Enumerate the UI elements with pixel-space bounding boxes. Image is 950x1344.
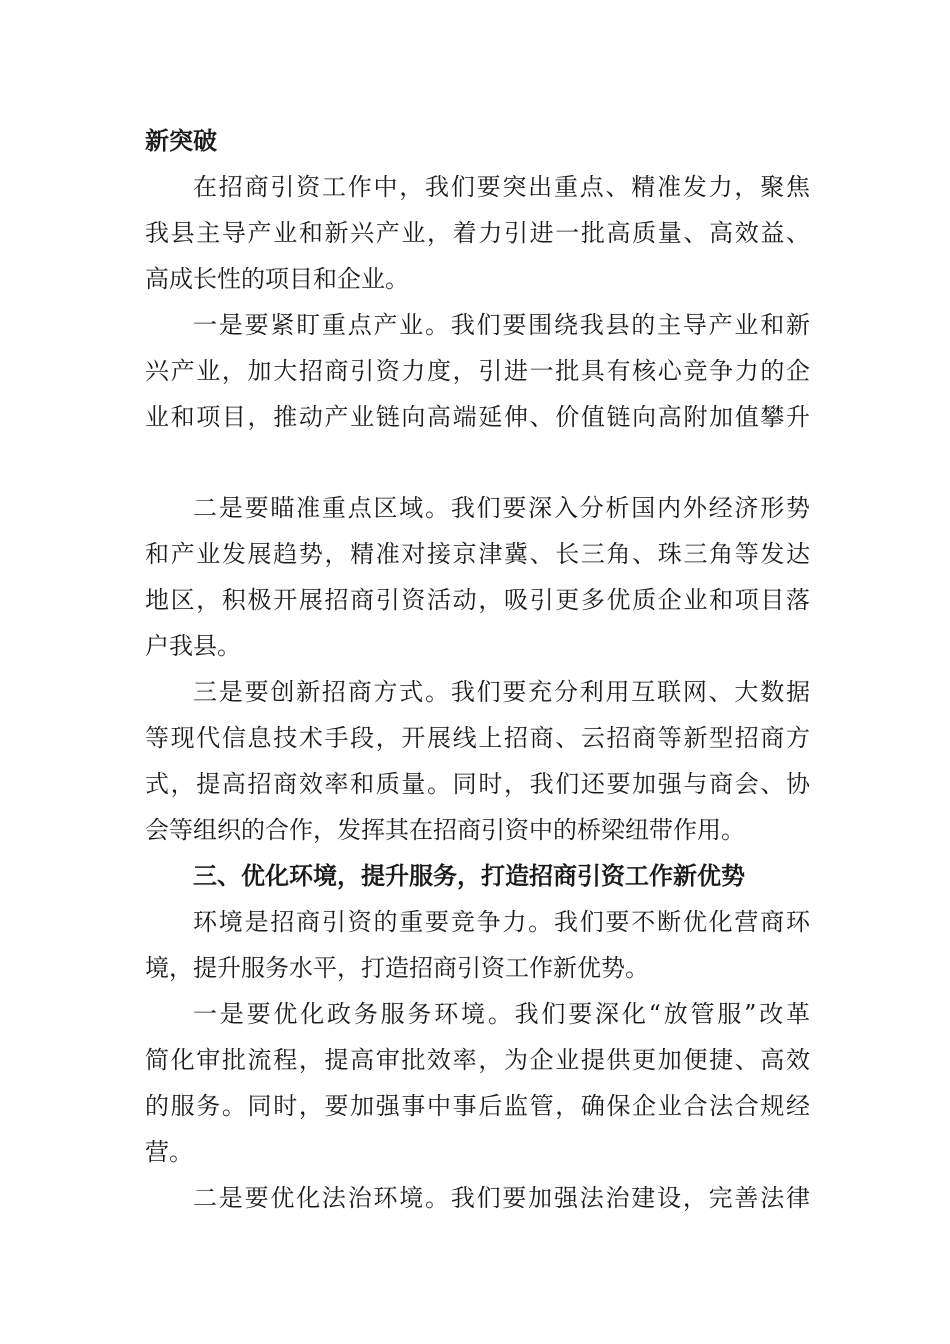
- paragraph-line: 境，提升服务水平，打造招商引资工作新优势。: [145, 954, 649, 982]
- paragraph-line: 三是要创新招商方式。我们要充分利用互联网、大数据: [193, 678, 810, 706]
- paragraph-line: 环境是招商引资的重要竞争力。我们要不断优化营商环: [193, 908, 810, 936]
- paragraph-line: 我县主导产业和新兴产业，着力引进一批高质量、高效益、: [145, 219, 810, 247]
- paragraph-line: 简化审批流程，提高审批效率，为企业提供更加便捷、高效: [145, 1046, 810, 1074]
- paragraph-line: 地区，积极开展招商引资活动，吸引更多优质企业和项目落: [145, 586, 810, 614]
- paragraph-line: 业和项目，推动产业链向高端延伸、价值链向高附加值攀升: [145, 403, 810, 431]
- paragraph-line: 户我县。: [145, 632, 241, 660]
- paragraph-line: 在招商引资工作中，我们要突出重点、精准发力，聚焦: [193, 173, 810, 201]
- paragraph-line: 营。: [145, 1138, 193, 1166]
- paragraph-line: 会等组织的合作，发挥其在招商引资中的桥梁纽带作用。: [145, 816, 745, 844]
- paragraph-line: 一是要紧盯重点产业。我们要围绕我县的主导产业和新: [193, 311, 810, 339]
- paragraph-line: 式，提高招商效率和质量。同时，我们还要加强与商会、协: [145, 770, 810, 798]
- section-title: 三、优化环境，提升服务，打造招商引资工作新优势: [193, 862, 745, 890]
- paragraph-line: 二是要瞄准重点区域。我们要深入分析国内外经济形势: [193, 494, 810, 522]
- paragraph-line: 等现代信息技术手段，开展线上招商、云招商等新型招商方: [145, 724, 810, 752]
- paragraph-line: 二是要优化法治环境。我们要加强法治建设，完善法律: [193, 1184, 810, 1212]
- paragraph-line: 和产业发展趋势，精准对接京津冀、长三角、珠三角等发达: [145, 540, 810, 568]
- heading-fragment: 新突破: [145, 127, 217, 155]
- paragraph-line: 兴产业，加大招商引资力度，引进一批具有核心竞争力的企: [145, 357, 810, 385]
- paragraph-line: 的服务。同时，要加强事中事后监管，确保企业合法合规经: [145, 1092, 810, 1120]
- paragraph-line: 高成长性的项目和企业。: [145, 265, 409, 293]
- paragraph-line: 一是要优化政务服务环境。我们要深化“放管服”改革: [193, 1000, 810, 1028]
